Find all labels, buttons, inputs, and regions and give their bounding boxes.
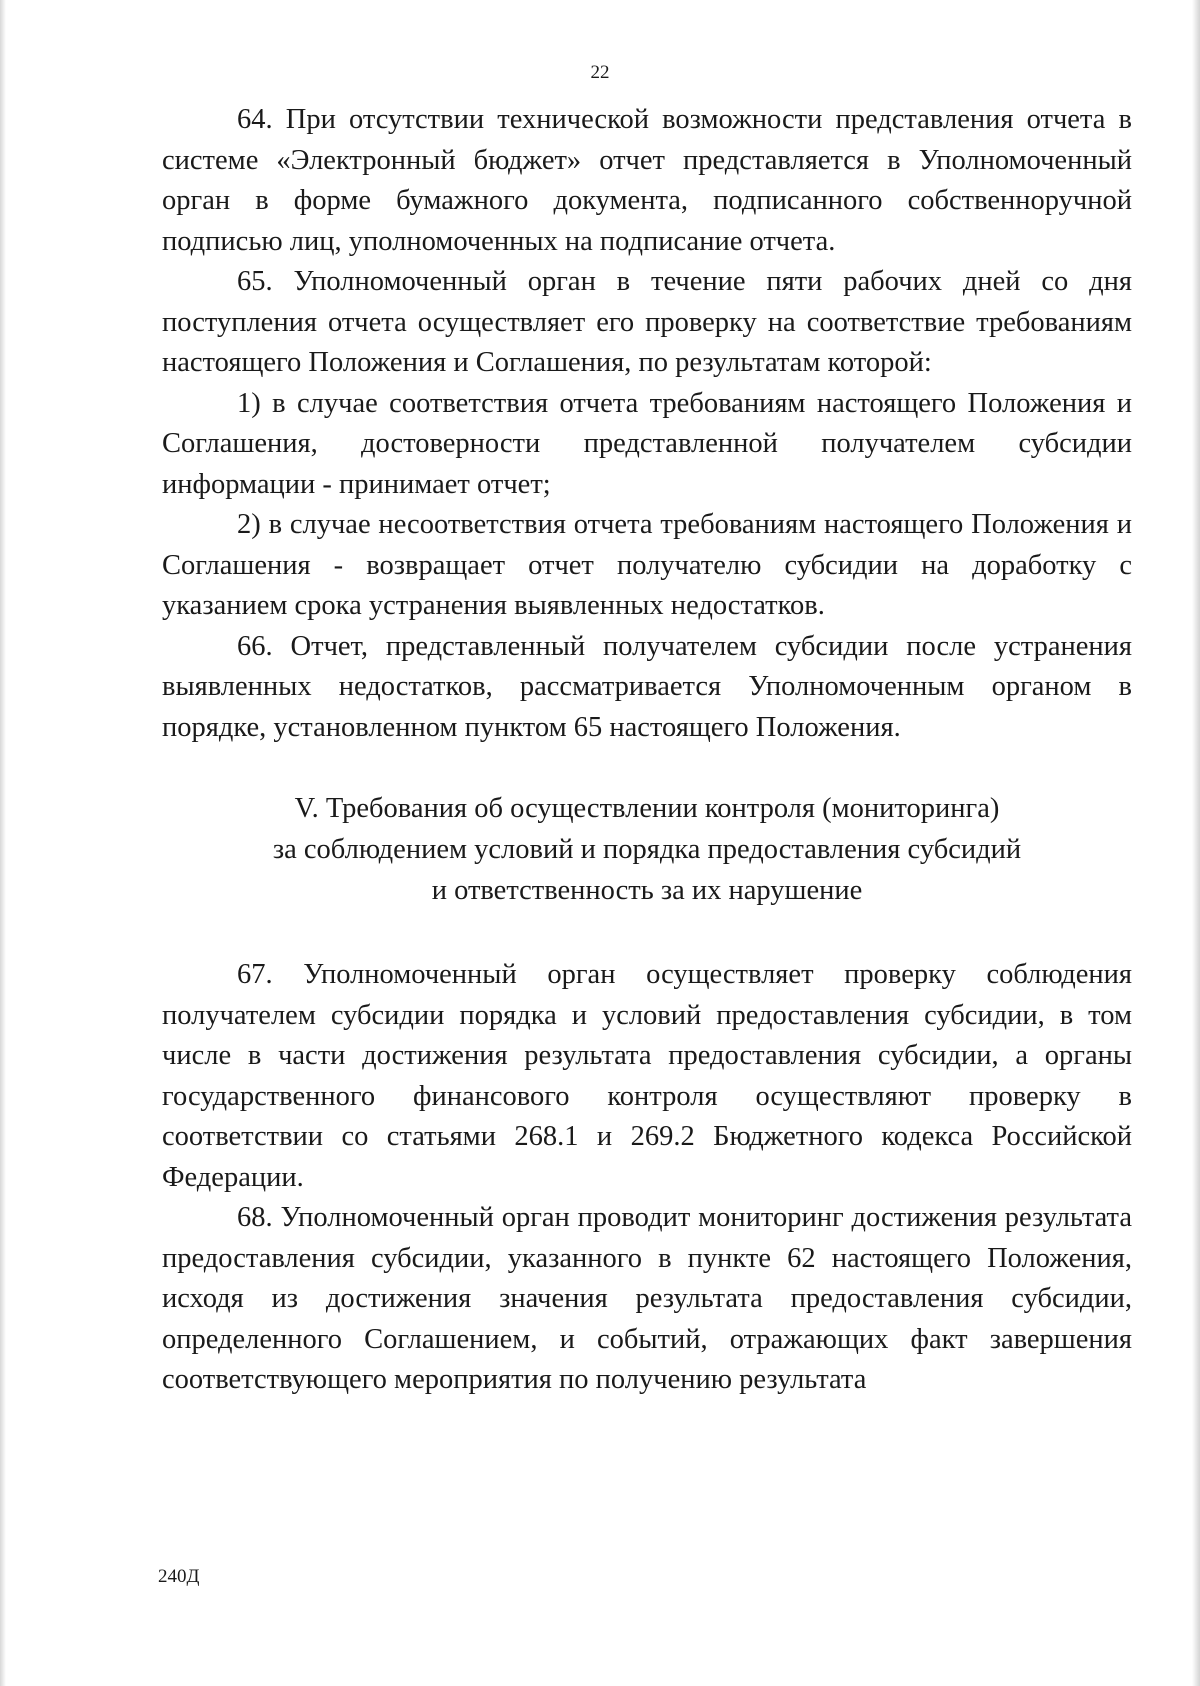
section-heading-line-3: и ответственность за их нарушение (431, 875, 863, 906)
paragraph-64: 64. При отсутствии технической возможности представления отчета в системе «Электронный бюджет» отчет представляется в Уполномоченный орган в форме бумажного документа, подписанного собственноручной подписью лиц, уполномоченных на подписание отчета. (162, 104, 1132, 257)
paragraph-66: 66. Отчет, представленный получателем субсидии после устранения выявленных недостатков, рассматривается Уполномоченным органом в порядке, установленном пунктом 65 настоящего Положения. (162, 630, 1132, 743)
section-heading (162, 788, 1132, 911)
paragraph-65-item-1: 1) в случае соответствия отчета требованиям настоящего Положения и Соглашения, достоверности представленной получателем субсидии информации - принимает отчет; (162, 387, 1132, 500)
section-heading-line-1: V. Требования об осуществлении контроля (мониторинга) (294, 793, 1000, 824)
paragraph-68: 68. Уполномоченный орган проводит мониторинг достижения результата предоставления субсидии, указанного в пункте 62 настоящего Положения, исходя из достижения значения результата предоставления субсидии, определенного Соглашением, и событий, отражающих факт завершения соответствующего мероприятия по получению результата (162, 1202, 1132, 1395)
document-body (162, 100, 1132, 1401)
paragraph-65-item-2: 2) в случае несоответствия отчета требованиям настоящего Положения и Соглашения - возвращает отчет получателю субсидии на доработку с указанием срока устранения выявленных недостатков. (162, 509, 1132, 621)
paragraph-65: 65. Уполномоченный орган в течение пяти рабочих дней со дня поступления отчета осуществляет его проверку на соответствие требованиям настоящего Положения и Соглашения, по результатам которой: (162, 266, 1132, 378)
scan-edge-left (0, 0, 6, 1686)
section-heading-line-2: за соблюдением условий и порядка предоставления субсидий (272, 834, 1022, 865)
scan-edge-right (1192, 0, 1200, 1686)
paragraph-67: 67. Уполномоченный орган осуществляет проверку соблюдения получателем субсидии порядка и условий предоставления субсидии, в том числе в части достижения результата предоставления субсидии, а органы государственного финансового контроля осуществляют проверку в соответствии со статьями 268.1 и 269.2 Бюджетного кодекса Российской Федерации. (162, 959, 1132, 1193)
footer-document-code: 240Д (158, 1566, 200, 1587)
page-number: 22 (590, 62, 610, 83)
